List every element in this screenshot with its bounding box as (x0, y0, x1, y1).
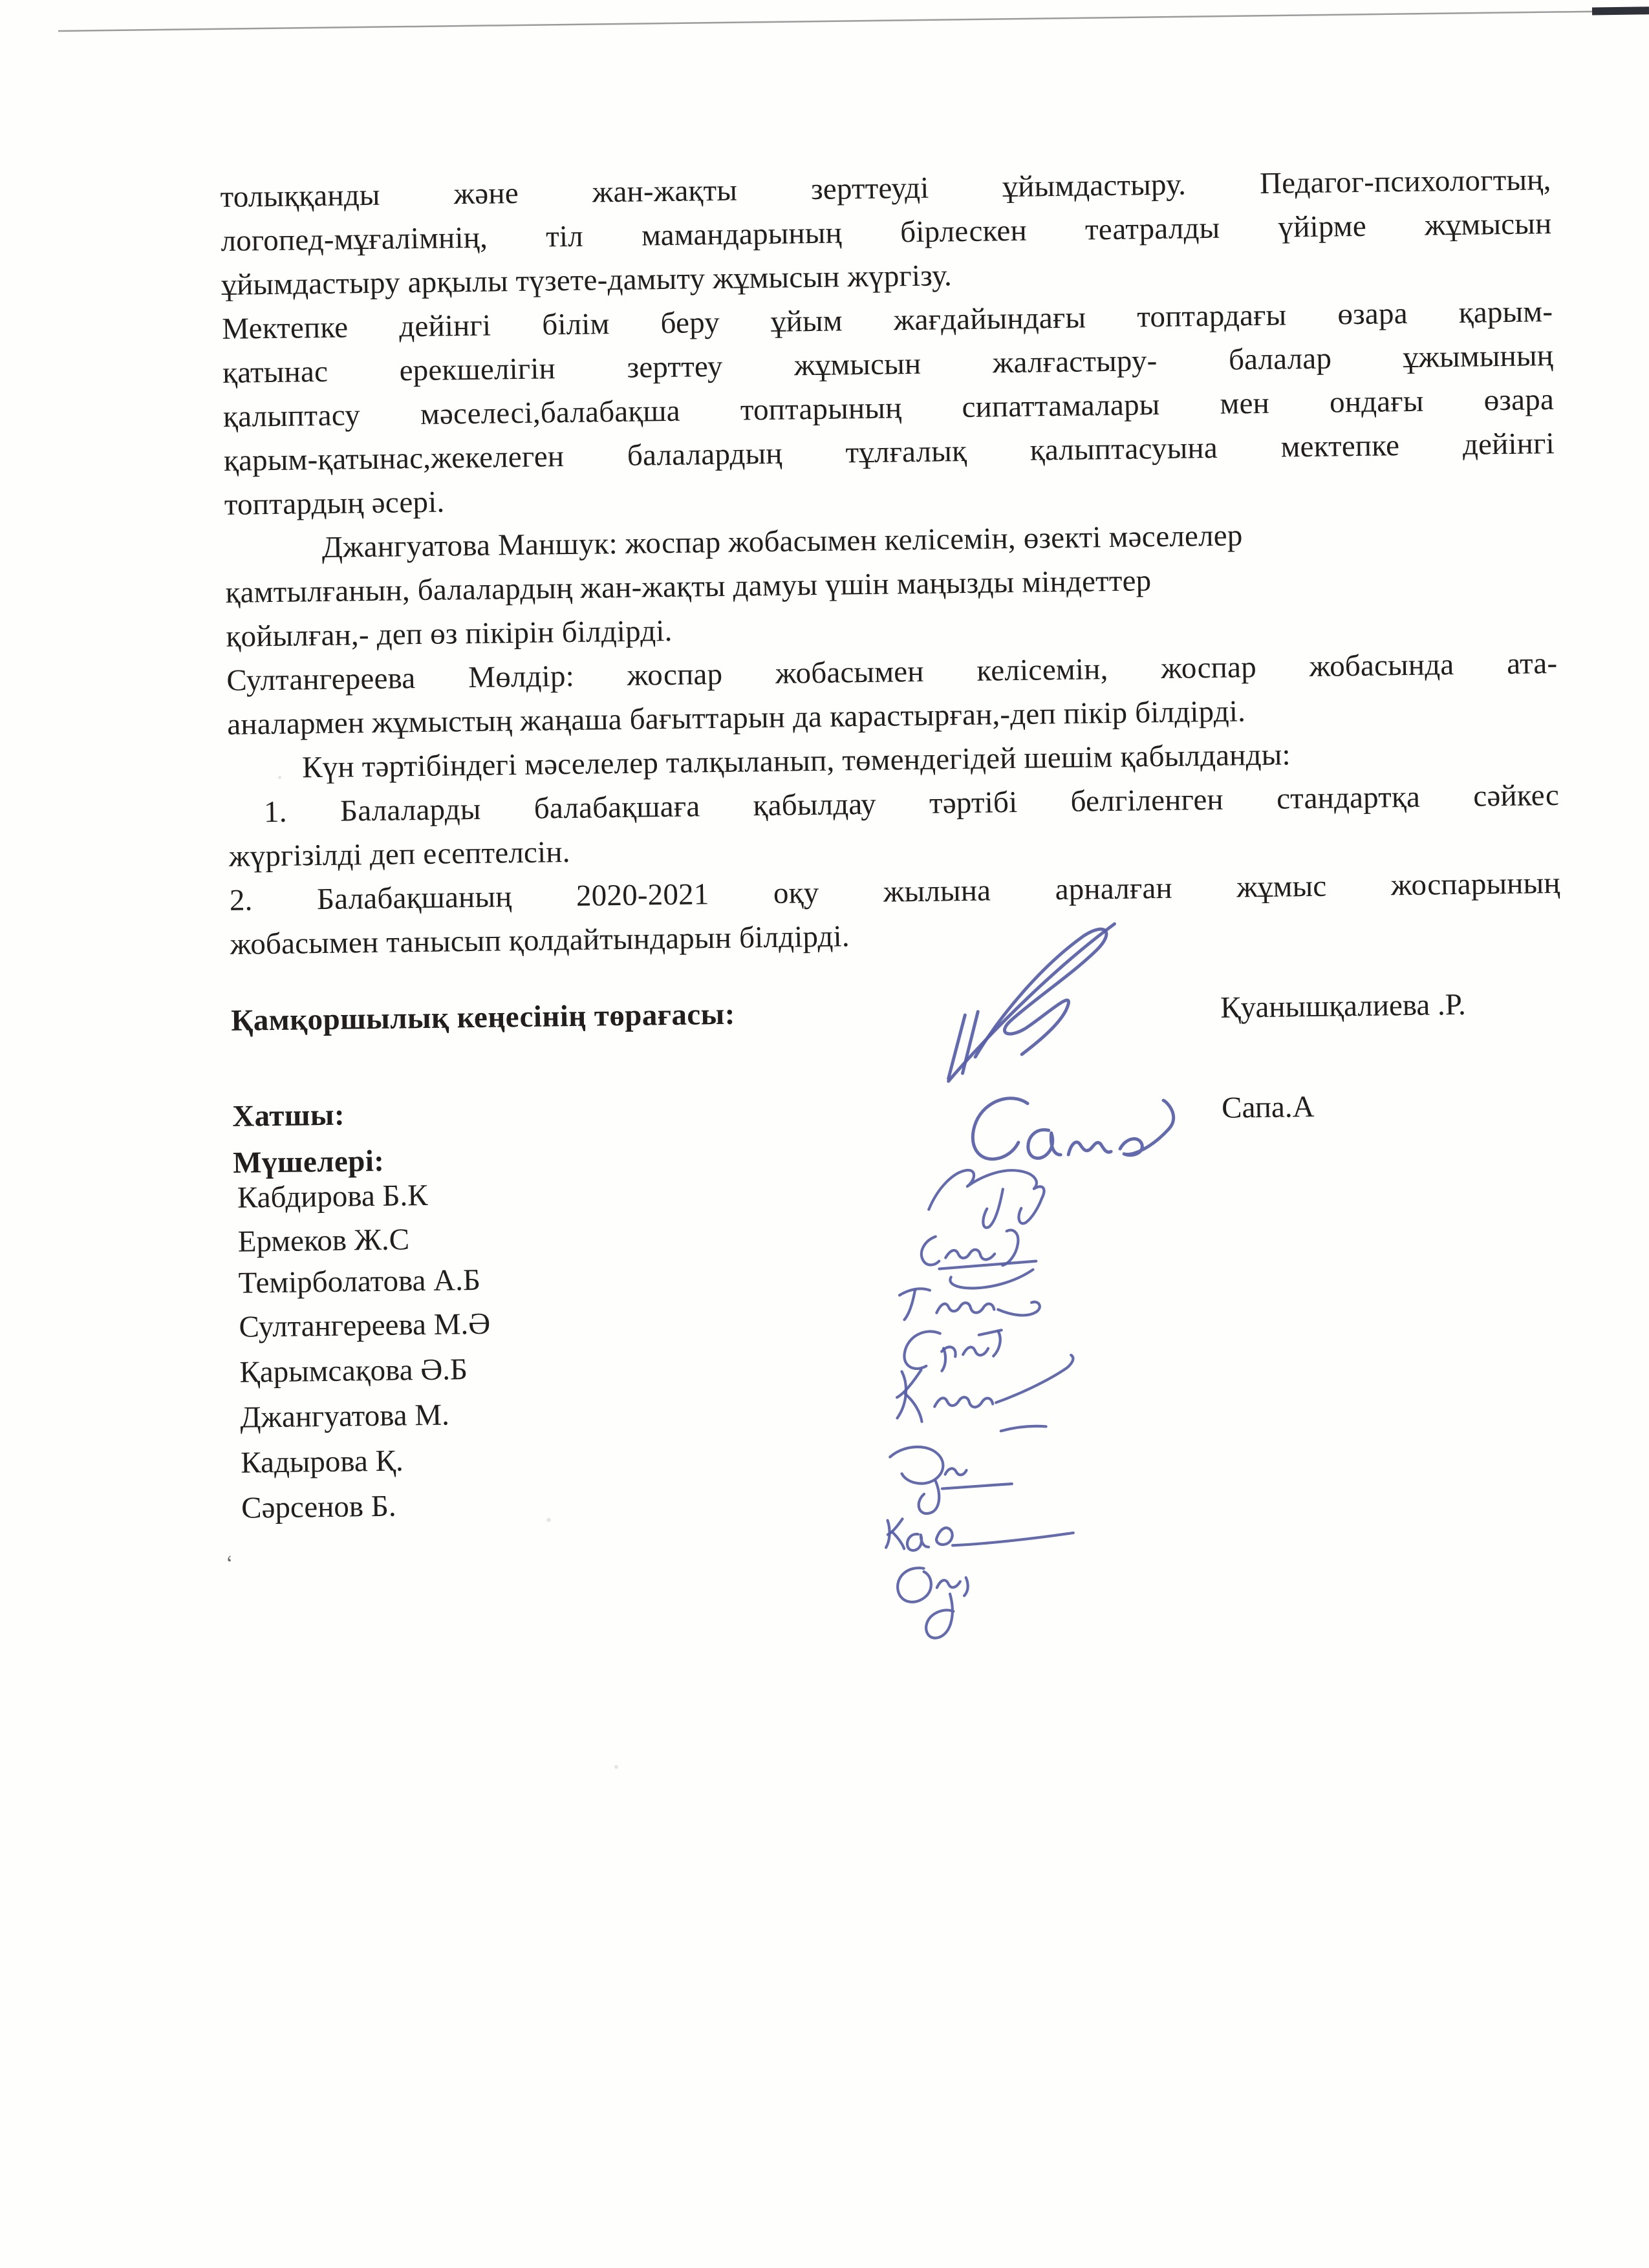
chairman-label: Қамқоршылық кеңесінің төрағасы: (230, 997, 736, 1038)
body-line: Мектепке дейінгі білім беру ұйым жағдайындағы топтардағы өзара қарым- (221, 295, 1553, 346)
body-line: Султангереева Мөлдір: жоспар жобасымен келісемін, жоспар жобасында ата- (226, 646, 1558, 698)
body-line: аналармен жұмыстың жаңаша бағыттарын да карастырған,-деп пікір білдірді. (226, 694, 1246, 742)
member-name: Қарымсақова Ә.Б (239, 1353, 468, 1389)
scan-streak-line (58, 11, 1633, 31)
member-signature-kabdirova (928, 1169, 1044, 1228)
document-content (220, 147, 1573, 1859)
body-line: қойылған,- деп өз пікірін білдірді. (226, 614, 673, 654)
member-signature-sultangereyeva (904, 1330, 1002, 1371)
body-line: Күн тәртібіндегі мәселелер талқыланып, төмендегідей шешім қабылданды: (301, 738, 1291, 785)
member-name: Ермеков Ж.С (237, 1223, 410, 1259)
body-line: логопед-мұғалімнің, тіл мамандарының бірлескен театралды үйірме жұмысын (221, 207, 1552, 258)
chairman-signature (947, 924, 1117, 1081)
secretary-label: Хатшы: (232, 1098, 345, 1133)
stray-pen-mark: ‘ (224, 1551, 235, 1576)
body-line: 2. Балабақшаның 2020-2021 оқу жылына арналған жұмыс жоспарының (229, 866, 1561, 917)
body-line: ұйымдастыру арқылы түзете-дамыту жұмысын жүргізу. (221, 259, 953, 302)
member-signature-kadyrova (886, 1517, 1074, 1551)
member-name: Джангуатова М. (240, 1398, 450, 1435)
chairman-name: Қуанышқалиева .Р. (1220, 987, 1467, 1025)
scan-top-edge-line (0, 0, 1649, 52)
secretary-name: Сапа.А (1221, 1089, 1315, 1125)
body-line: қатынас ерекшелігін зерттеу жұмысын жалғастыру- балалар ұжымының (222, 339, 1554, 390)
member-name: Сәрсенов Б. (241, 1489, 396, 1525)
member-signature-yermekov (921, 1230, 1036, 1289)
body-line: топтардың әсері. (224, 485, 445, 522)
body-line: қалыптасу мәселесі,балабақша топтарының сипаттамалары мен ондағы өзара (222, 383, 1555, 434)
member-signature-sarsenov (898, 1567, 969, 1638)
body-line: Джангуатова Маншук: жоспар жобасымен келісемін, өзекті мәселелер (321, 519, 1243, 564)
member-name: Кабдирова Б.К (237, 1178, 428, 1215)
member-name: Султангереева М.Ә (239, 1307, 491, 1344)
body-line: толыққанды және жан-жақты зерттеуді ұйымдастыру. Педагог-психологтың, (220, 163, 1551, 214)
body-line: жобасымен танысып қолдайтындарын білдірді. (230, 919, 850, 961)
member-signature-dzhanguatova (890, 1446, 1012, 1514)
secretary-signature (973, 1096, 1174, 1159)
body-line: 1. Балаларды балабақшаға қабылдау тәртібі белгіленген стандартқа сәйкес (263, 778, 1560, 829)
member-name: Темірболатова А.Б (238, 1263, 481, 1300)
body-line: қарым-қатынас,жекелеген балалардың тұлғалық қалыптасуына мектепке дейінгі (223, 427, 1555, 478)
body-line: жүргізілді деп есептелсін. (228, 835, 570, 873)
members-label: Мүшелері: (232, 1144, 385, 1180)
signatures-layer (220, 147, 1573, 1859)
body-line: қамтылғанын, балалардың жан-жақты дамуы үшін маңызды міндеттер (225, 564, 1152, 610)
member-name: Кадырова Қ. (240, 1444, 404, 1480)
member-signature-temirbolatova (900, 1287, 1040, 1320)
scan-corner-mark (1592, 6, 1649, 15)
